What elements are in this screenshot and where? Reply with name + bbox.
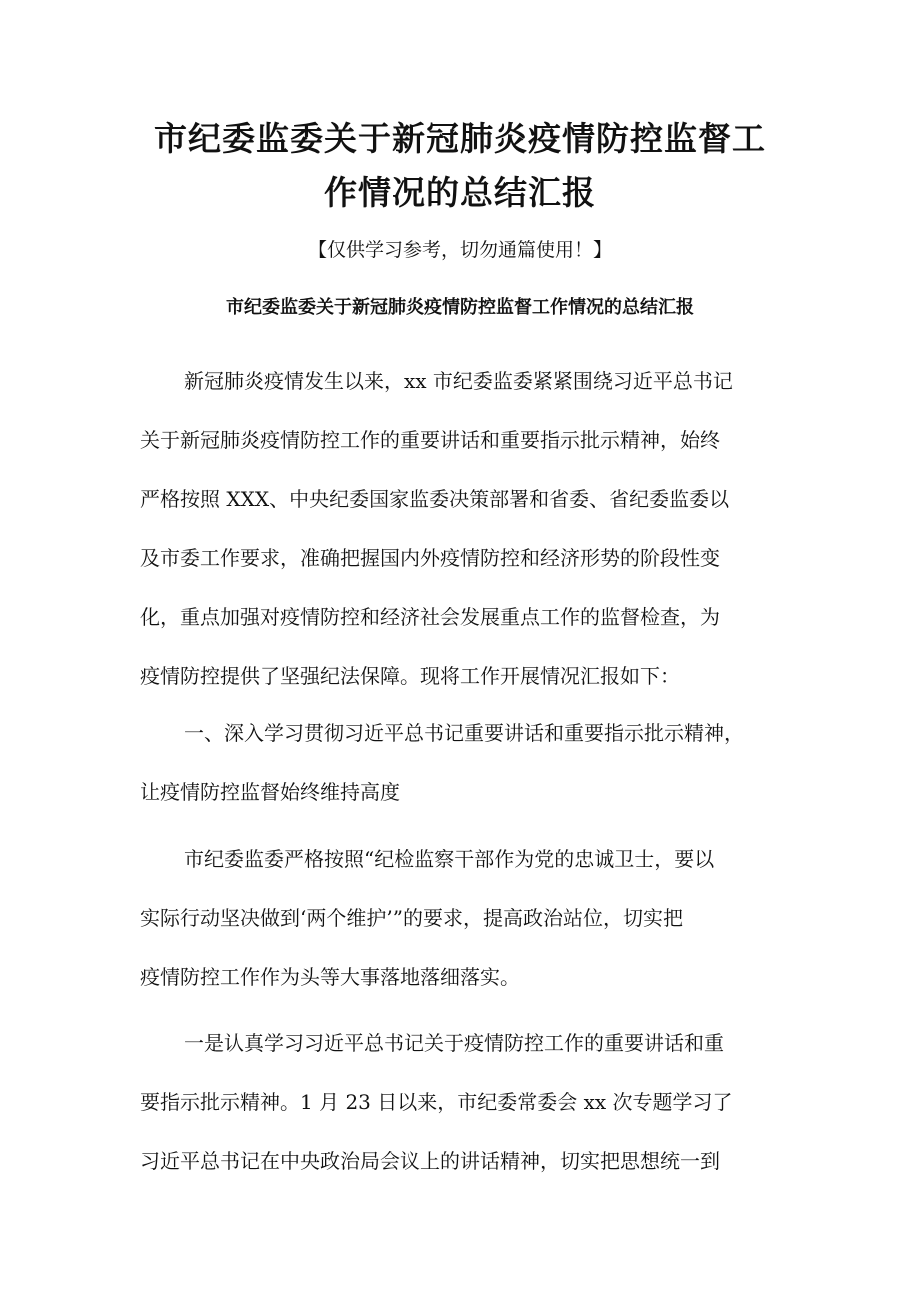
paragraph-line: 一、深入学习贯彻习近平总书记重要讲话和重要指示批示精神，	[184, 721, 744, 745]
paragraph-line: 实际行动坚决做到‘两个维护’”的要求，提高政治站位，切实把	[140, 906, 683, 930]
paragraph-line: 疫情防控工作作为头等大事落地落细落实。	[140, 965, 520, 989]
title-line-1: 市纪委监委关于新冠肺炎疫情防控监督工	[154, 119, 766, 158]
paragraph-line: 让疫情防控监督始终维持高度	[140, 780, 400, 804]
paragraph-line: 及市委工作要求，准确把握国内外疫情防控和经济形势的阶段性变	[140, 546, 720, 570]
paragraph-intro	[140, 352, 788, 706]
section-heading-1	[140, 704, 788, 822]
paragraph-line: 一是认真学习习近平总书记关于疫情防控工作的重要讲话和重	[184, 1031, 724, 1055]
paragraph-line: 新冠肺炎疫情发生以来，xx 市纪委监委紧紧围绕习近平总书记	[184, 369, 733, 393]
paragraph-line: 市纪委监委严格按照“纪检监察干部作为党的忠诚卫士，要以	[184, 847, 715, 871]
paragraph-line: 化，重点加强对疫情防控和经济社会发展重点工作的监督检查，为	[140, 605, 720, 629]
paragraph-line: 要指示批示精神。1 月 23 日以来，市纪委常委会 xx 次专题学习了	[140, 1090, 733, 1114]
usage-notice: 【仅供学习参考，切勿通篇使用！】	[307, 239, 612, 261]
document-subtitle: 市纪委监委关于新冠肺炎疫情防控监督工作情况的总结汇报	[226, 297, 694, 318]
paragraph-requirements	[140, 830, 788, 1007]
paragraph-line: 疫情防控提供了坚强纪法保障。现将工作开展情况汇报如下：	[140, 664, 680, 688]
paragraph-line: 习近平总书记在中央政治局会议上的讲话精神，切实把思想统一到	[140, 1149, 720, 1173]
paragraph-line: 关于新冠肺炎疫情防控工作的重要讲话和重要指示批示精神，始终	[140, 428, 720, 452]
paragraph-study	[140, 1014, 788, 1191]
title-line-2: 作情况的总结汇报	[324, 173, 596, 212]
paragraph-line: 严格按照 XXX、中央纪委国家监委决策部署和省委、省纪委监委以	[140, 487, 730, 511]
document-title	[100, 112, 820, 220]
